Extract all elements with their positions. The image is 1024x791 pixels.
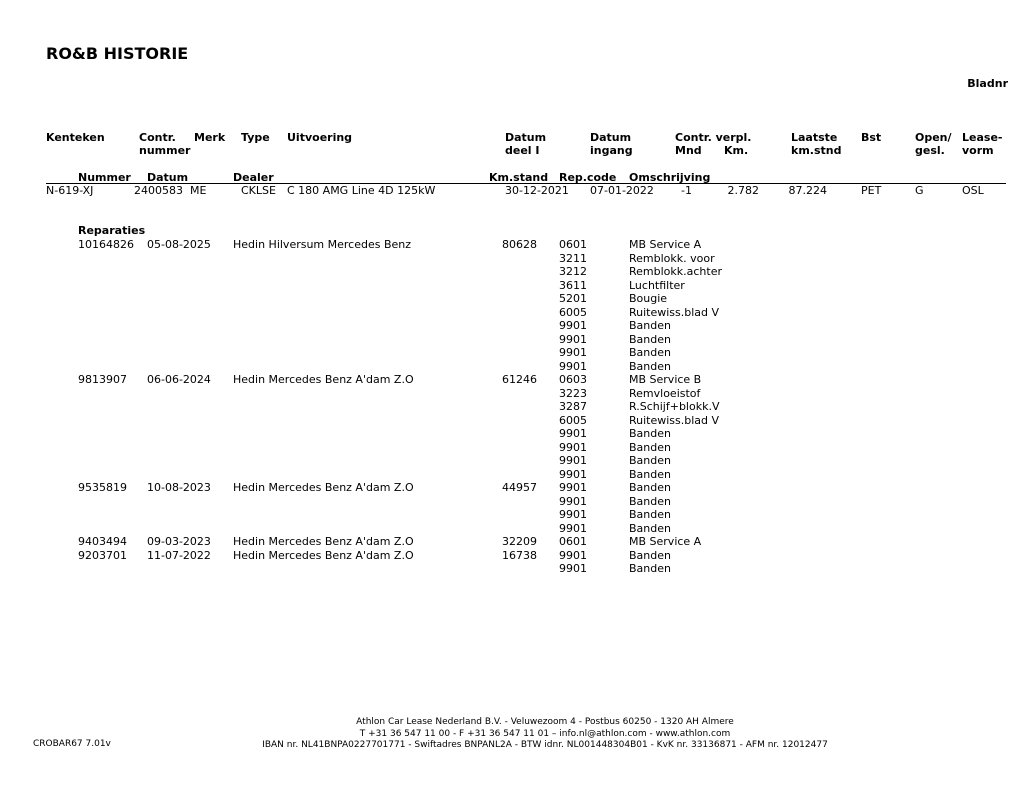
header-kenteken: Kenteken — [46, 131, 105, 144]
repair-nummer: 9535819 — [78, 481, 127, 494]
vehicle-uitvoering: C 180 AMG Line 4D 125kW — [287, 184, 436, 197]
vehicle-mnd: -1 — [681, 184, 692, 197]
repair-datum: 05-08-2025 — [147, 238, 211, 251]
repair-code: 9901 — [559, 481, 587, 494]
header-contr: Contr. — [139, 131, 176, 144]
repair-omschrijving: Banden — [629, 454, 671, 467]
header-datum-ingang-2: ingang — [590, 144, 633, 157]
header-nummer: Nummer — [78, 171, 131, 184]
vehicle-km: 2.782 — [727, 184, 759, 197]
vehicle-bst: PET — [861, 184, 882, 197]
repair-omschrijving: Banden — [629, 481, 671, 494]
repair-omschrijving: Ruitewiss.blad V — [629, 305, 720, 319]
page-title: RO&B HISTORIE — [46, 44, 189, 63]
header-dealer: Dealer — [233, 171, 274, 184]
repair-kmstand: 44957 — [502, 481, 537, 494]
repair-code: 0601 — [559, 535, 587, 548]
footer-line-2: T +31 36 547 11 00 - F +31 36 547 11 01 – info.nl@athlon.com - www.athlon.com — [359, 729, 731, 739]
vehicle-datum-deel: 30-12-2021 — [505, 184, 569, 197]
repair-code: 9901 — [559, 508, 587, 521]
repair-kmstand: 16738 — [502, 548, 537, 562]
repair-code: 6005 — [559, 305, 587, 319]
repair-code: 9901 — [559, 346, 587, 359]
header-datum-deel: Datum — [505, 131, 547, 144]
vehicle-leasevorm: OSL — [962, 184, 984, 197]
bladnr-label: Bladnr — [967, 77, 1008, 90]
repair-dealer: Hedin Mercedes Benz A'dam Z.O — [233, 481, 414, 494]
header-open-2: gesl. — [915, 144, 945, 157]
header-omschrijving: Omschrijving — [629, 171, 711, 184]
header-datum-ingang: Datum — [590, 131, 632, 144]
vehicle-datum-ingang: 07-01-2022 — [590, 184, 654, 197]
repair-code: 9901 — [559, 562, 587, 575]
repair-omschrijving: MB Service A — [629, 238, 702, 251]
repair-code: 5201 — [559, 292, 587, 305]
vehicle-open-gesl: G — [915, 184, 924, 197]
header-repcode: Rep.code — [559, 171, 617, 184]
repair-code: 9901 — [559, 427, 587, 440]
repair-omschrijving: Banden — [629, 332, 671, 346]
repair-code: 9901 — [559, 319, 587, 332]
repair-code: 9901 — [559, 440, 587, 454]
repair-omschrijving: Banden — [629, 562, 671, 575]
repair-omschrijving: Luchtfilter — [629, 278, 685, 292]
repair-omschrijving: Banden — [629, 548, 671, 562]
repair-code: 0603 — [559, 373, 587, 386]
header-laatste: Laatste — [791, 131, 838, 144]
repair-kmstand: 80628 — [502, 238, 537, 251]
repair-omschrijving: Remblokk.achter — [629, 265, 723, 278]
footer-version: CROBAR67 7.01v — [33, 739, 111, 749]
repair-dealer: Hedin Mercedes Benz A'dam Z.O — [233, 548, 414, 562]
header-open: Open/ — [915, 131, 952, 144]
repair-code: 3212 — [559, 265, 587, 278]
header-datum-deel-2: deel I — [505, 144, 540, 157]
repair-nummer: 9813907 — [78, 373, 127, 386]
repair-code: 9901 — [559, 467, 587, 481]
repair-kmstand: 32209 — [502, 535, 537, 548]
header-type: Type — [241, 131, 270, 144]
repair-omschrijving: Banden — [629, 521, 671, 535]
repair-dealer: Hedin Mercedes Benz A'dam Z.O — [233, 535, 414, 548]
repair-dealer: Hedin Mercedes Benz A'dam Z.O — [233, 373, 414, 386]
header-km: Km. — [724, 144, 749, 157]
repair-code: 9901 — [559, 521, 587, 535]
repair-code: 3611 — [559, 278, 587, 292]
header-contr-verpl: Contr. verpl. — [675, 131, 752, 144]
repair-nummer: 10164826 — [78, 238, 134, 251]
repair-code: 3223 — [559, 386, 587, 400]
repair-nummer: 9403494 — [78, 535, 127, 548]
repair-omschrijving: Bougie — [629, 292, 668, 305]
repair-code: 3211 — [559, 251, 587, 265]
repair-omschrijving: Banden — [629, 427, 671, 440]
repair-omschrijving: Remblokk. voor — [629, 251, 715, 265]
repair-code: 0601 — [559, 238, 587, 251]
repair-code: 9901 — [559, 332, 587, 346]
header-contr-nummer: nummer — [139, 144, 191, 157]
repair-datum: 09-03-2023 — [147, 535, 211, 548]
repair-omschrijving: Banden — [629, 508, 671, 521]
repair-kmstand: 61246 — [502, 373, 537, 386]
repair-dealer: Hedin Hilversum Mercedes Benz — [233, 238, 412, 251]
repair-code: 9901 — [559, 548, 587, 562]
footer-line-1: Athlon Car Lease Nederland B.V. - Veluwezoom 4 - Postbus 60250 - 1320 AH Almere — [356, 717, 734, 727]
header-merk: Merk — [194, 131, 226, 144]
header-datum: Datum — [147, 171, 189, 184]
repair-omschrijving: Banden — [629, 359, 671, 373]
repair-omschrijving: MB Service B — [629, 373, 702, 386]
repair-omschrijving: Banden — [629, 319, 671, 332]
repair-omschrijving: Ruitewiss.blad V — [629, 413, 720, 427]
repair-omschrijving: R.Schijf+blokk.V — [629, 400, 720, 413]
footer-line-3: IBAN nr. NL41BNPA0227701771 - Swiftadres BNPANL2A - BTW idnr. NL001448304B01 - KvK nr. 33136871 - AFM nr. 12012477 — [262, 740, 828, 750]
repair-omschrijving: Remvloeistof — [629, 386, 701, 400]
repair-omschrijving: Banden — [629, 440, 671, 454]
repair-omschrijving: Banden — [629, 346, 671, 359]
repair-nummer: 9203701 — [78, 548, 127, 562]
repair-code: 3287 — [559, 400, 587, 413]
repair-datum: 10-08-2023 — [147, 481, 211, 494]
repair-code: 6005 — [559, 413, 587, 427]
vehicle-laatste-kmstand: 87.224 — [788, 184, 827, 197]
vehicle-kenteken: N-619-XJ — [46, 184, 94, 197]
header-mnd: Mnd — [675, 144, 702, 157]
repair-code: 9901 — [559, 494, 587, 508]
vehicle-type: CKLSE — [241, 184, 276, 197]
repair-code: 9901 — [559, 454, 587, 467]
header-lease-2: vorm — [962, 144, 994, 157]
reparaties-label: Reparaties — [78, 224, 146, 237]
vehicle-contract: 2400583 — [134, 184, 183, 197]
repair-datum: 06-06-2024 — [147, 373, 211, 386]
repair-omschrijving: Banden — [629, 467, 671, 481]
repair-omschrijving: Banden — [629, 494, 671, 508]
repair-code: 9901 — [559, 359, 587, 373]
header-lease: Lease- — [962, 131, 1003, 144]
repair-omschrijving: MB Service A — [629, 535, 702, 548]
vehicle-merk: ME — [190, 184, 207, 197]
header-uitvoering: Uitvoering — [287, 131, 353, 144]
header-bst: Bst — [861, 131, 882, 144]
header-kmstand: Km.stand — [489, 171, 549, 184]
repair-datum: 11-07-2022 — [147, 548, 211, 562]
header-laatste-2: km.stnd — [791, 144, 842, 157]
